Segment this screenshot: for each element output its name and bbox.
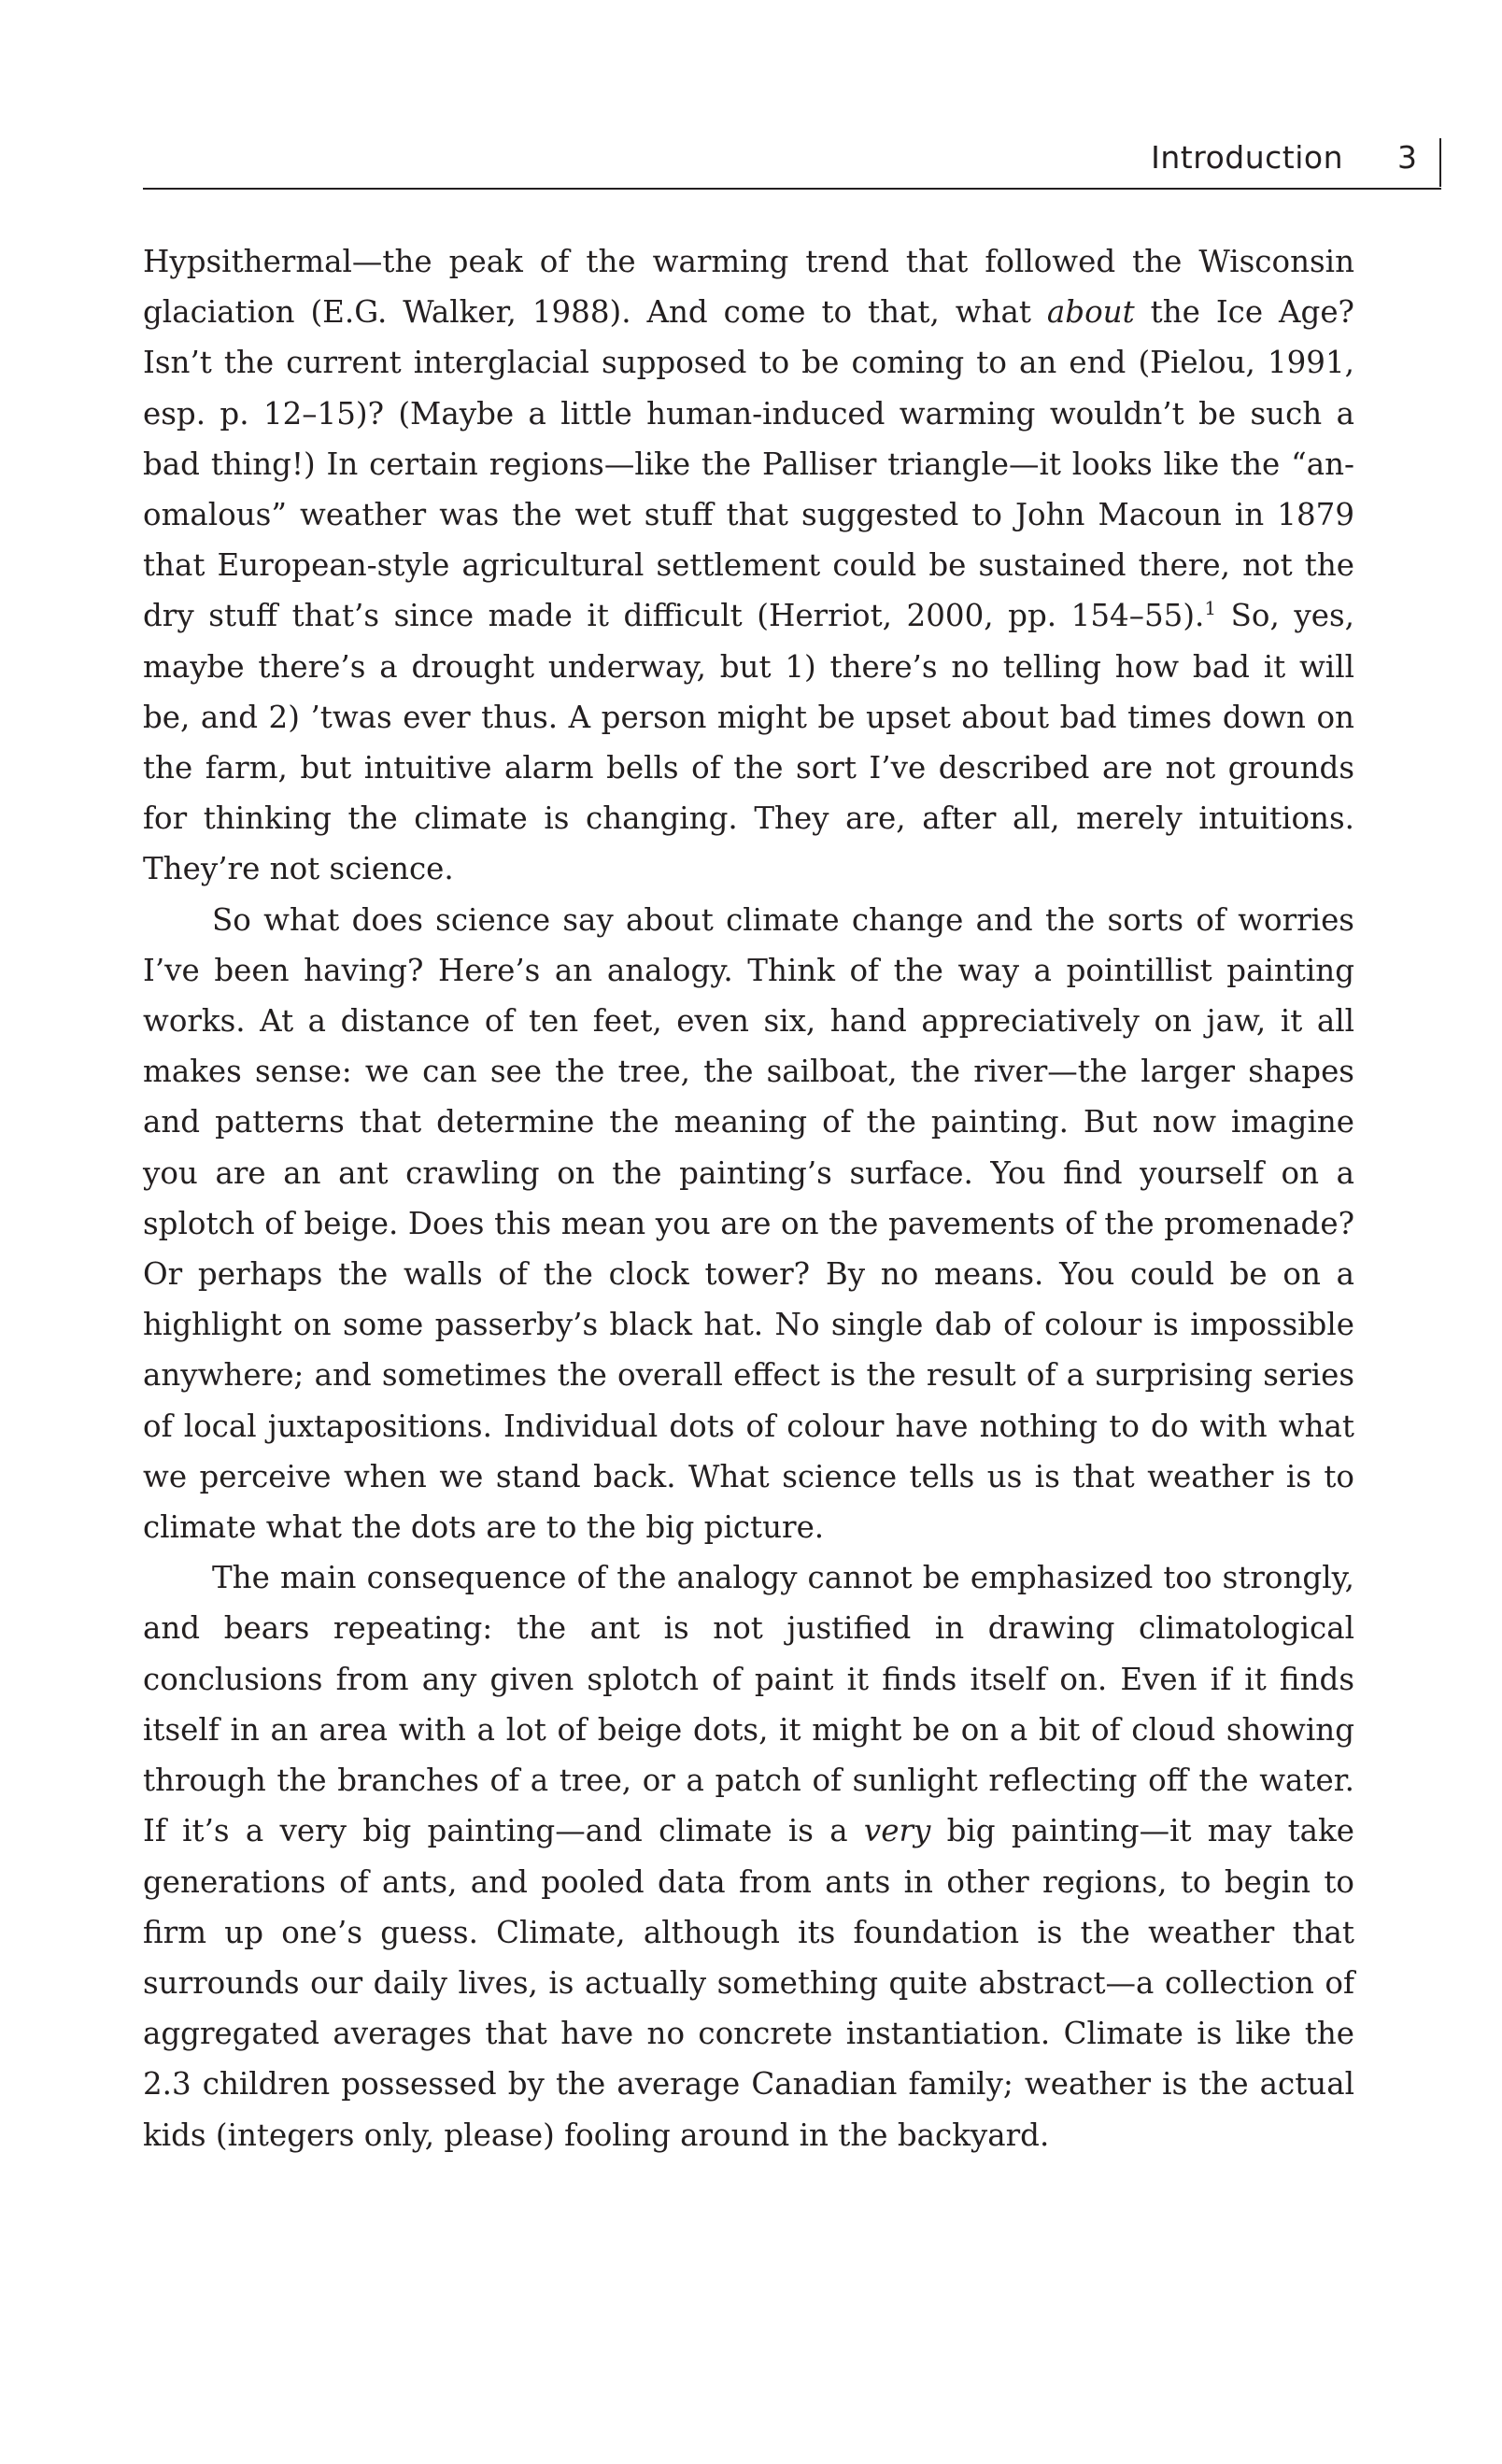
paragraph-2: So what does science say about climate change and the sorts of worries I’ve been having? Here’s an analogy. Think of the way a pointillist painting works. At a distance of ten feet, even six, hand appreciatively on jaw, it all makes sense: we can see the tree, the sailboat, the river—the larger shapes and patterns that determine the meaning of the painting. But now imagine you are an ant crawling on the painting’s surface. You find yourself on a splotch of beige. Does this mean you are on the pavements of the promenade? Or perhaps the walls of the clock tower? By no means. You could be on a highlight on some passerby’s black hat. No single dab of colour is impossible anywhere; and sometimes the overall effect is the result of a surprising series of local juxtapositions. Individual dots of colour have nothing to do with what we perceive when we stand back. What science tells us is that weather is to climate what the dots are to the big picture. [143,901,1354,1546]
paragraph-3 [143,1552,1354,2160]
running-head-title: Introduction [1151,139,1343,176]
page-number-divider [1439,138,1441,187]
paragraph-1 [143,236,1354,895]
header-rule [143,188,1441,190]
page-number: 3 [1397,139,1417,176]
body-text [143,236,1354,2160]
text-run: The main consequence of the analogy cannot be emphasized too strongly, and bears repeating: the ant is not justified in drawing climatological conclusions from any given splotch of paint it finds itself on. Even if it finds itself in an area with a lot of beige dots, it might be on a bit of cloud showing through the branches of a tree, or a patch of sunlight reflecting off the water. If it’s a very big painting—and climate is a [143,1560,1354,1849]
text-run: Hypsithermal—the peak of the warming trend that followed the Wisconsin glaciation (E.G. Walker, 1988). And come to that, what [143,244,1354,331]
text-run: the Ice Age? Isn’t the current interglacial supposed to be coming to an end (Pielou, 1991, esp. p. 12–15)? (Maybe a little human-induced warming wouldn’t be such a bad thing!) In certain regions—like the Palliser triangle—it looks like the “anomalous” weather was the wet stuff that suggested to John Macoun in 1879 that European-style agricultural settlement could be sustained there, not the dry stuff that’s since made it difficult (Herriot, 2000, pp. 154–55). [143,294,1354,634]
emphasis-about: about [1046,294,1135,331]
emphasis-very: very [863,1813,931,1849]
text-run: So, yes, maybe there’s a drought underway, but 1) there’s no telling how bad it will be, and 2) ’twas ever thus. A person might be upset about bad times down on the farm, but intuitive alarm bells of the sort I’ve described are not grounds for thinking the climate is changing. They are, after all, merely intuitions. They’re not science. [143,598,1354,887]
text-run: big painting—it may take generations of ants, and pooled data from ants in other regions, to begin to firm up one’s guess. Climate, although its foundation is the weather that surrounds our daily lives, is actually something quite abstract—a collection of aggregated averages that have no concrete instantiation. Climate is like the 2.3 children possessed by the average Canadian family; weather is the actual kids (integers only, please) fooling around in the backyard. [143,1813,1354,2153]
footnote-reference: 1 [1204,597,1217,620]
running-head [143,134,1441,190]
